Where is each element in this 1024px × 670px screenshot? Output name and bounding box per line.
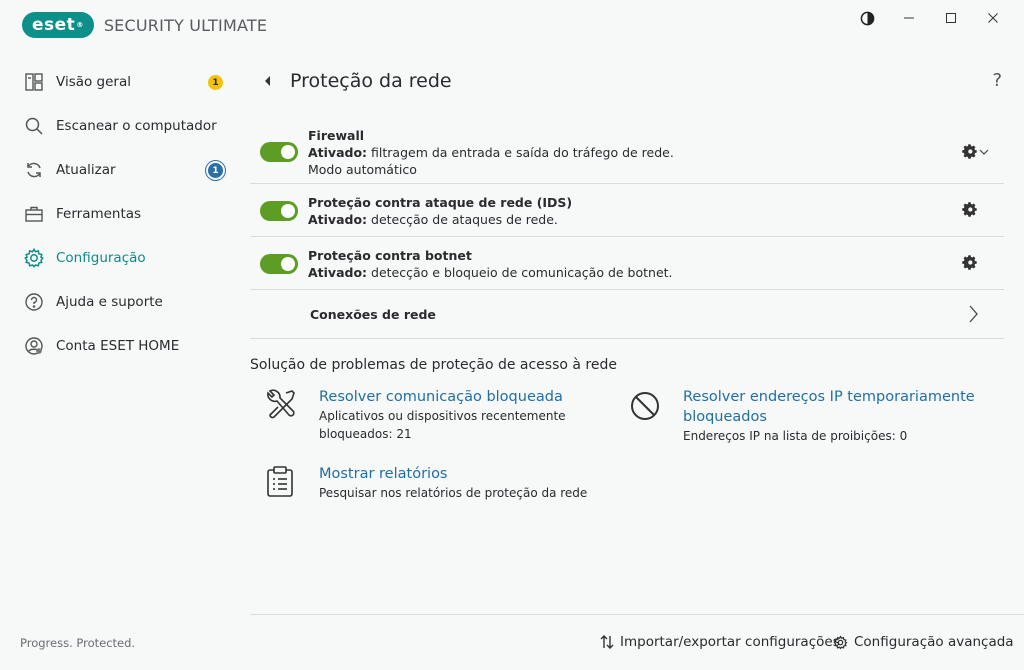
sidebar-item-help[interactable] xyxy=(0,280,240,324)
window-controls xyxy=(846,6,1014,30)
contrast-icon xyxy=(860,11,875,26)
close-icon xyxy=(987,12,999,24)
back-arrow-icon[interactable] xyxy=(262,74,272,88)
overview-icon xyxy=(22,70,46,94)
feature-mode: Modo automático xyxy=(308,162,417,177)
refresh-icon xyxy=(22,158,46,182)
gear-icon xyxy=(833,635,848,650)
resolve-blocked-ip[interactable] xyxy=(628,387,975,445)
close-button[interactable] xyxy=(972,6,1014,30)
sidebar-item-label: Conta ESET HOME xyxy=(56,338,180,354)
import-export-button[interactable] xyxy=(600,634,840,650)
maximize-button[interactable] xyxy=(930,6,972,30)
tool-desc: Aplicativos ou dispositivos recentemente xyxy=(319,409,566,423)
help-button[interactable]: ? xyxy=(992,70,1002,91)
resolve-blocked-communication[interactable] xyxy=(264,387,566,443)
feature-name: Proteção contra botnet xyxy=(308,248,472,263)
account-icon xyxy=(22,334,46,358)
tool-text xyxy=(319,387,566,443)
ids-settings[interactable] xyxy=(961,201,978,218)
sidebar-item-label: Visão geral xyxy=(56,74,131,90)
tool-title[interactable]: Resolver comunicação bloqueada xyxy=(319,389,563,405)
feature-desc xyxy=(308,211,572,228)
sidebar-item-label: Ferramentas xyxy=(56,206,142,222)
import-export-label: Importar/exportar configurações xyxy=(620,634,840,650)
sidebar-item-scan[interactable] xyxy=(0,104,240,148)
botnet-toggle[interactable] xyxy=(260,254,298,274)
feature-desc-text: detecção de ataques de rede. xyxy=(367,212,558,227)
feature-desc-text: filtragem da entrada e saída do tráfego de rede. xyxy=(367,145,674,160)
clipboard-icon xyxy=(264,464,298,498)
show-logs[interactable] xyxy=(264,464,587,502)
feature-name: Proteção contra ataque de rede (IDS) xyxy=(308,195,573,210)
page-title: Proteção da rede xyxy=(290,70,452,92)
advanced-setup-button[interactable] xyxy=(833,634,1014,650)
minimize-icon xyxy=(903,12,915,24)
tool-text xyxy=(319,464,587,502)
tool-title-cont[interactable]: bloqueados xyxy=(683,409,767,425)
sidebar-item-label: Configuração xyxy=(56,250,146,266)
ids-toggle[interactable] xyxy=(260,201,298,221)
gear-icon xyxy=(961,143,978,160)
feature-text xyxy=(308,127,674,178)
bottom-bar xyxy=(250,614,1024,670)
feature-row-botnet xyxy=(250,237,1004,290)
maximize-icon xyxy=(945,12,957,24)
tagline: Progress. Protected. xyxy=(20,636,136,650)
feature-status: Ativado: xyxy=(308,212,368,227)
tool-desc: Pesquisar nos relatórios de proteção da rede xyxy=(319,486,588,500)
page-header xyxy=(250,60,1004,104)
brand-text: eset xyxy=(32,15,76,35)
sidebar-item-label: Ajuda e suporte xyxy=(56,294,163,310)
gear-icon xyxy=(22,246,46,270)
main-content xyxy=(250,60,1004,547)
tool-text xyxy=(683,387,975,445)
advanced-setup-label: Configuração avançada xyxy=(854,634,1014,650)
sidebar-item-tools[interactable] xyxy=(0,192,240,236)
search-icon xyxy=(22,114,46,138)
feature-status: Ativado: xyxy=(308,265,368,280)
feature-status: Ativado: xyxy=(308,145,368,160)
sidebar-item-account[interactable] xyxy=(0,324,240,368)
botnet-settings[interactable] xyxy=(961,254,978,271)
feature-name: Firewall xyxy=(308,128,365,143)
troubleshoot-tools xyxy=(250,387,1004,547)
firewall-settings[interactable] xyxy=(961,143,990,160)
feature-text xyxy=(308,247,673,281)
feature-desc xyxy=(308,144,674,161)
eset-logo xyxy=(22,12,267,38)
minimize-button[interactable] xyxy=(888,6,930,30)
brand-pill: eset ® xyxy=(22,12,94,38)
tool-desc: bloqueados: 21 xyxy=(319,427,412,441)
tool-desc: Endereços IP na lista de proibições: 0 xyxy=(683,429,908,443)
import-export-icon xyxy=(600,634,614,650)
feature-row-ids xyxy=(250,184,1004,237)
toolbox-icon xyxy=(22,202,46,226)
feature-text xyxy=(308,194,572,228)
sidebar-item-update[interactable] xyxy=(0,148,240,192)
network-connections-row[interactable] xyxy=(250,290,1004,339)
network-connections-label: Conexões de rede xyxy=(310,306,436,322)
sidebar xyxy=(0,60,240,368)
chevron-right-icon xyxy=(968,305,978,323)
wrench-screwdriver-icon xyxy=(264,387,298,421)
sidebar-item-overview[interactable] xyxy=(0,60,240,104)
theme-toggle-button[interactable] xyxy=(846,6,888,30)
gear-icon xyxy=(961,254,978,271)
feature-desc-text: detecção e bloqueio de comunicação de botnet. xyxy=(367,265,673,280)
feature-list xyxy=(250,122,1004,339)
sidebar-item-label: Atualizar xyxy=(56,162,116,178)
troubleshoot-title: Solução de problemas de proteção de acesso à rede xyxy=(250,357,617,373)
feature-desc xyxy=(308,264,673,281)
chevron-down-icon xyxy=(978,147,990,157)
sidebar-item-setup[interactable] xyxy=(0,236,240,280)
gear-icon xyxy=(961,201,978,218)
firewall-toggle[interactable] xyxy=(260,142,298,162)
update-badge: 1 xyxy=(208,163,223,178)
help-icon xyxy=(22,290,46,314)
notification-badge: 1 xyxy=(208,75,223,90)
feature-row-firewall xyxy=(250,122,1004,184)
product-name: SECURITY ULTIMATE xyxy=(103,15,268,35)
tool-title[interactable]: Mostrar relatórios xyxy=(319,466,448,482)
block-icon xyxy=(628,387,662,421)
sidebar-item-label: Escanear o computador xyxy=(56,118,217,134)
tool-title[interactable]: Resolver endereços IP temporariamente xyxy=(683,389,975,405)
